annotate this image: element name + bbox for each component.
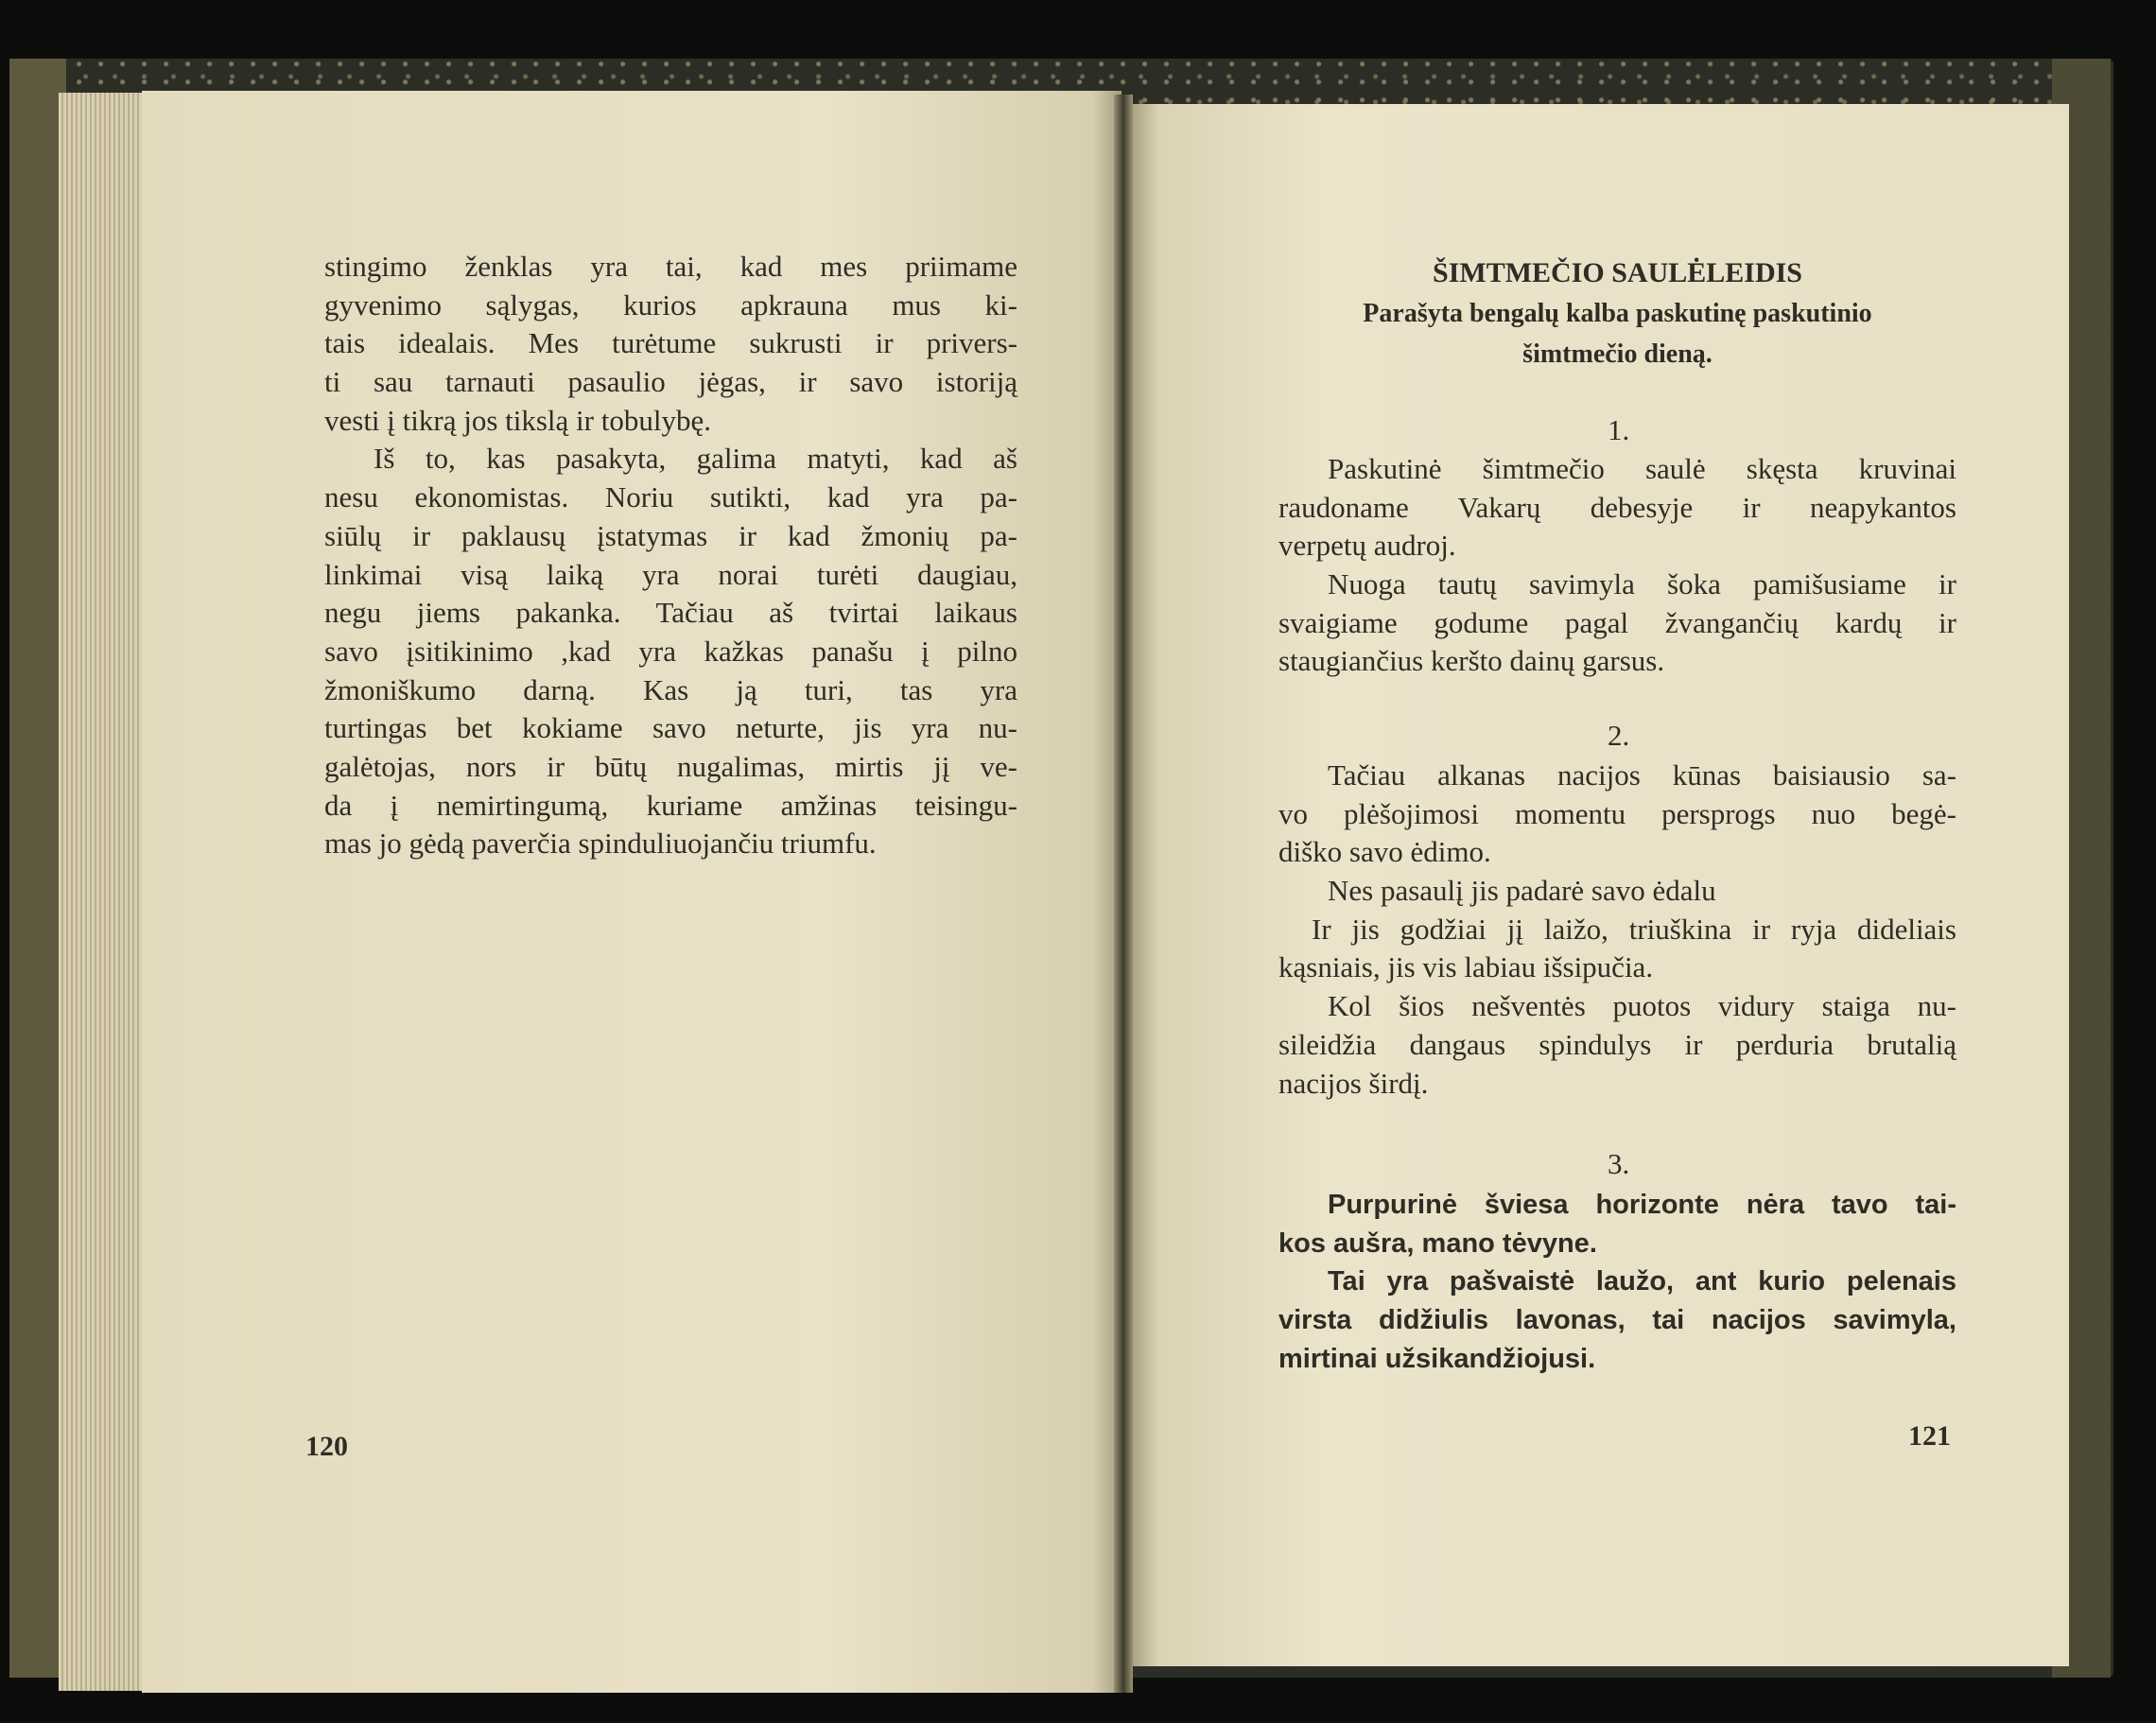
right-page-number: 121 <box>1908 1420 1951 1452</box>
text-line: kąsniais, jis vis labiau išsipučia. <box>1278 950 1654 984</box>
chapter-title: ŠIMTMEČIO SAULĖLEIDIS <box>1433 257 1802 288</box>
text-line: nacijos širdį. <box>1278 1066 1429 1100</box>
text-line: sileidžia dangaus spindulys ir perduria brutalią <box>1278 1027 1956 1061</box>
text-line: verpetų audroj. <box>1278 529 1456 563</box>
text-line: kos aušra, mano tėvyne. <box>1278 1227 1597 1259</box>
section-text <box>1278 757 1956 1103</box>
subtitle-line: Parašyta bengalų kalba paskutinę paskutinio <box>1363 299 1872 328</box>
text-line: savo įsitikinimo ,kad yra kažkas panašu į pilno <box>324 634 1017 668</box>
text-line: svaigiame godume pagal žvangančių kardų ir <box>1278 605 1956 639</box>
text-line: gyvenimo sąlygas, kurios apkrauna mus ki- <box>324 287 1017 322</box>
text-line: stingimo ženklas yra tai, kad mes priimame <box>324 250 1017 283</box>
text-line: ti sau tarnauti pasaulio jėgas, ir savo istoriją <box>324 365 1017 399</box>
text-line: Tačiau alkanas nacijos kūnas baisiausio sa- <box>1328 758 1956 792</box>
left-page-number: 120 <box>305 1431 348 1462</box>
text-line: staugiančius keršto dainų garsus. <box>1278 644 1665 678</box>
text-line: Iš to, kas pasakyta, galima matyti, kad aš <box>374 442 1017 476</box>
text-line: diško savo ėdimo. <box>1278 835 1491 869</box>
text-line: Ir jis godžiai jį laižo, triuškina ir ryja dideliais <box>1312 912 1956 946</box>
section-text <box>1278 1186 1956 1378</box>
text-line: linkimai visą laiką yra norai turėti daugiau, <box>324 557 1017 591</box>
text-line: negu jiems pakanka. Tačiau aš tvirtai laikaus <box>324 596 1017 630</box>
left-page-text <box>324 248 1017 863</box>
text-line: nesu ekonomistas. Noriu sutikti, kad yra pa- <box>324 480 1017 514</box>
book-gutter <box>1114 95 1133 1693</box>
text-line: Nes pasaulį jis padarė savo ėdalu <box>1328 874 1716 908</box>
text-line: mas jo gėdą paverčia spinduliuojančiu triumfu. <box>324 827 877 861</box>
cloth-spine-left <box>9 59 66 1678</box>
text-line: vo plėšojimosi momentu persprogs nuo begė- <box>1278 796 1956 830</box>
text-line: raudoname Vakarų debesyje ir neapykantos <box>1278 490 1956 524</box>
text-line: da į nemirtingumą, kuriame amžinas teisingu- <box>324 788 1017 822</box>
text-line: Nuoga tautų savimyla šoka pamišusiame ir <box>1328 567 1956 601</box>
text-line: Kol šios nešventės puotos vidury staiga nu- <box>1328 989 1956 1023</box>
text-line: žmoniškumo darną. Kas ją turi, tas yra <box>324 672 1017 706</box>
text-line: galėtojas, nors ir būtų nugalimas, mirtis jį ve- <box>324 749 1017 783</box>
chapter-subtitle <box>1278 293 1956 374</box>
text-line: Paskutinė šimtmečio saulė skęsta kruvinai <box>1328 452 1956 485</box>
section-number: 3. <box>1608 1147 1630 1180</box>
section-text <box>1278 450 1956 681</box>
text-line: tais idealais. Mes turėtume sukrusti ir privers- <box>324 326 1017 360</box>
text-line: virsta didžiulis lavonas, tai nacijos savimyla, <box>1278 1305 1956 1336</box>
text-line: Tai yra pašvaistė laužo, ant kurio pelenais <box>1328 1266 1956 1297</box>
text-line: Purpurinė šviesa horizonte nėra tavo tai- <box>1328 1190 1956 1220</box>
text-line: mirtinai užsikandžiojusi. <box>1278 1343 1596 1374</box>
page-edges <box>59 93 153 1691</box>
text-line: siūlų ir paklausų įstatymas ir kad žmonių pa- <box>324 518 1017 552</box>
text-line: turtingas bet kokiame savo neturte, jis yra nu- <box>324 711 1017 745</box>
section-number: 1. <box>1608 413 1630 446</box>
text-line: vesti į tikrą jos tikslą ir tobulybę. <box>324 403 711 437</box>
section-number: 2. <box>1608 719 1630 752</box>
subtitle-line: šimtmečio dieną. <box>1522 339 1713 369</box>
